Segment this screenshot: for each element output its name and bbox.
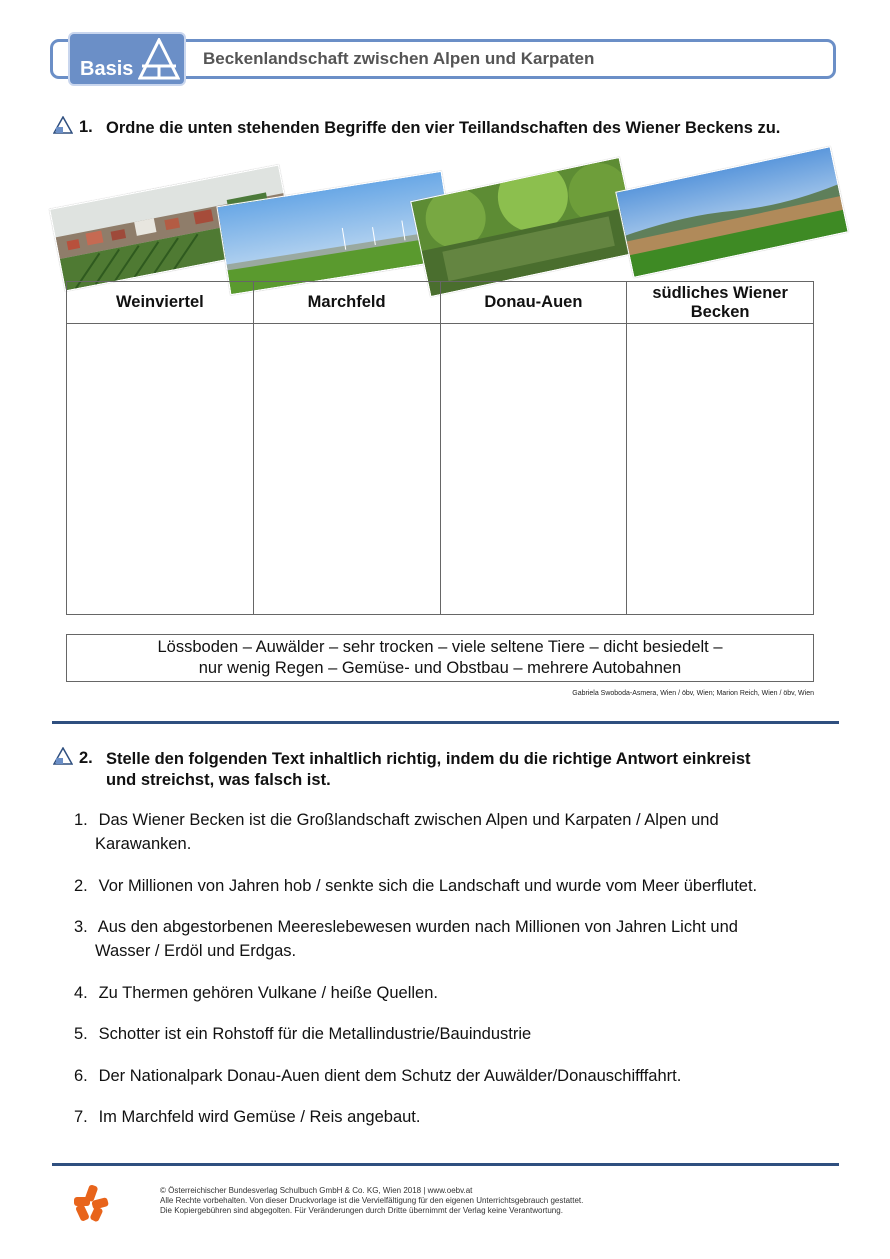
statement-text: Vor Millionen von Jahren hob / senkte sich die Landschaft und wurde vom Meer überflutet. — [98, 877, 758, 895]
terms-line-2: nur wenig Regen – Gemüse- und Obstbau – mehrere Autobahnen — [198, 659, 682, 677]
statement-number: 7. — [74, 1108, 88, 1126]
statement-number: 3. — [74, 918, 88, 936]
answer-cell-donau-auen[interactable] — [440, 324, 627, 615]
task1-instruction: Ordne die unten stehenden Begriffe den vier Teillandschaften des Wiener Beckens zu. — [106, 119, 781, 137]
statement-1[interactable] — [74, 808, 814, 856]
page-title: Beckenlandschaft zwischen Alpen und Karpaten — [203, 49, 595, 68]
column-header-donau-auen: Donau-Auen — [440, 282, 627, 324]
footer-divider — [52, 1163, 839, 1166]
statement-number: 5. — [74, 1025, 88, 1043]
answer-cell-suedliches-wiener-becken[interactable] — [627, 324, 814, 615]
triangle-logo-icon — [138, 38, 180, 82]
footer-line-3: Die Kopiergebühren sind abgegolten. Für Veränderungen durch Dritte übernimmt der Verlag keine Verantwortung. — [160, 1206, 563, 1215]
column-header-suedliches-wiener-becken: südliches Wiener Becken — [627, 282, 814, 324]
footer-line-2: Alle Rechte vorbehalten. Von dieser Druckvorlage ist die Vervielfältigung für den eigenen Unterrichtsgebrauch gestattet. — [160, 1196, 584, 1205]
statement-text: Im Marchfeld wird Gemüse / Reis angebaut. — [98, 1108, 421, 1126]
task2-number: 2. — [79, 749, 93, 767]
statement-2[interactable] — [74, 874, 814, 898]
assignment-table — [66, 281, 814, 615]
statement-5[interactable] — [74, 1022, 814, 1046]
copyright-footer — [160, 1186, 583, 1216]
statement-4[interactable] — [74, 981, 814, 1005]
statement-number: 2. — [74, 877, 88, 895]
task1-number: 1. — [79, 118, 93, 136]
basis-logo — [68, 32, 186, 86]
terms-box — [66, 634, 814, 682]
column-header-marchfeld: Marchfeld — [253, 282, 440, 324]
task2-instruction-line-1: Stelle den folgenden Text inhaltlich richtig, indem du die richtige Antwort einkreist — [106, 750, 751, 768]
publisher-logo-icon — [72, 1183, 110, 1228]
task-level-icon — [53, 747, 73, 765]
statement-3[interactable] — [74, 915, 814, 963]
photo-credit: Gabriela Swoboda-Asmera, Wien / öbv, Wien; Marion Reich, Wien / öbv, Wien — [572, 690, 814, 697]
task-level-icon — [53, 116, 73, 134]
task2-instruction — [106, 749, 846, 791]
statement-number: 6. — [74, 1067, 88, 1085]
southern-basin-photo — [615, 146, 848, 278]
section-divider — [52, 721, 839, 724]
statement-number: 1. — [74, 811, 88, 829]
logo-text: Basis — [80, 58, 134, 80]
statement-text: Das Wiener Becken ist die Großlandschaft zwischen Alpen und Karpaten / Alpen und — [98, 811, 719, 829]
statement-text: Schotter ist ein Rohstoff für die Metallindustrie/Bauindustrie — [98, 1025, 532, 1043]
statement-text: Aus den abgestorbenen Meereslebewesen wurden nach Millionen von Jahren Licht und — [97, 918, 738, 936]
statement-7[interactable] — [74, 1105, 814, 1129]
statement-6[interactable] — [74, 1064, 814, 1088]
answer-cell-weinviertel[interactable] — [67, 324, 254, 615]
task2-instruction-line-2: und streichst, was falsch ist. — [106, 771, 331, 789]
footer-line-1: © Österreichischer Bundesverlag Schulbuch GmbH & Co. KG, Wien 2018 | www.oebv.at — [160, 1186, 473, 1195]
donau-auen-photo — [410, 157, 640, 297]
statement-text-continued: Karawanken. — [95, 835, 192, 853]
statement-text: Zu Thermen gehören Vulkane / heiße Quellen. — [98, 984, 438, 1002]
answer-cell-marchfeld[interactable] — [253, 324, 440, 615]
terms-line-1: Lössboden – Auwälder – sehr trocken – viele seltene Tiere – dicht besiedelt – — [157, 638, 723, 656]
statement-text-continued: Wasser / Erdöl und Erdgas. — [95, 942, 297, 960]
statement-number: 4. — [74, 984, 88, 1002]
column-header-weinviertel: Weinviertel — [67, 282, 254, 324]
statement-text: Der Nationalpark Donau-Auen dient dem Schutz der Auwälder/Donauschifffahrt. — [98, 1067, 682, 1085]
